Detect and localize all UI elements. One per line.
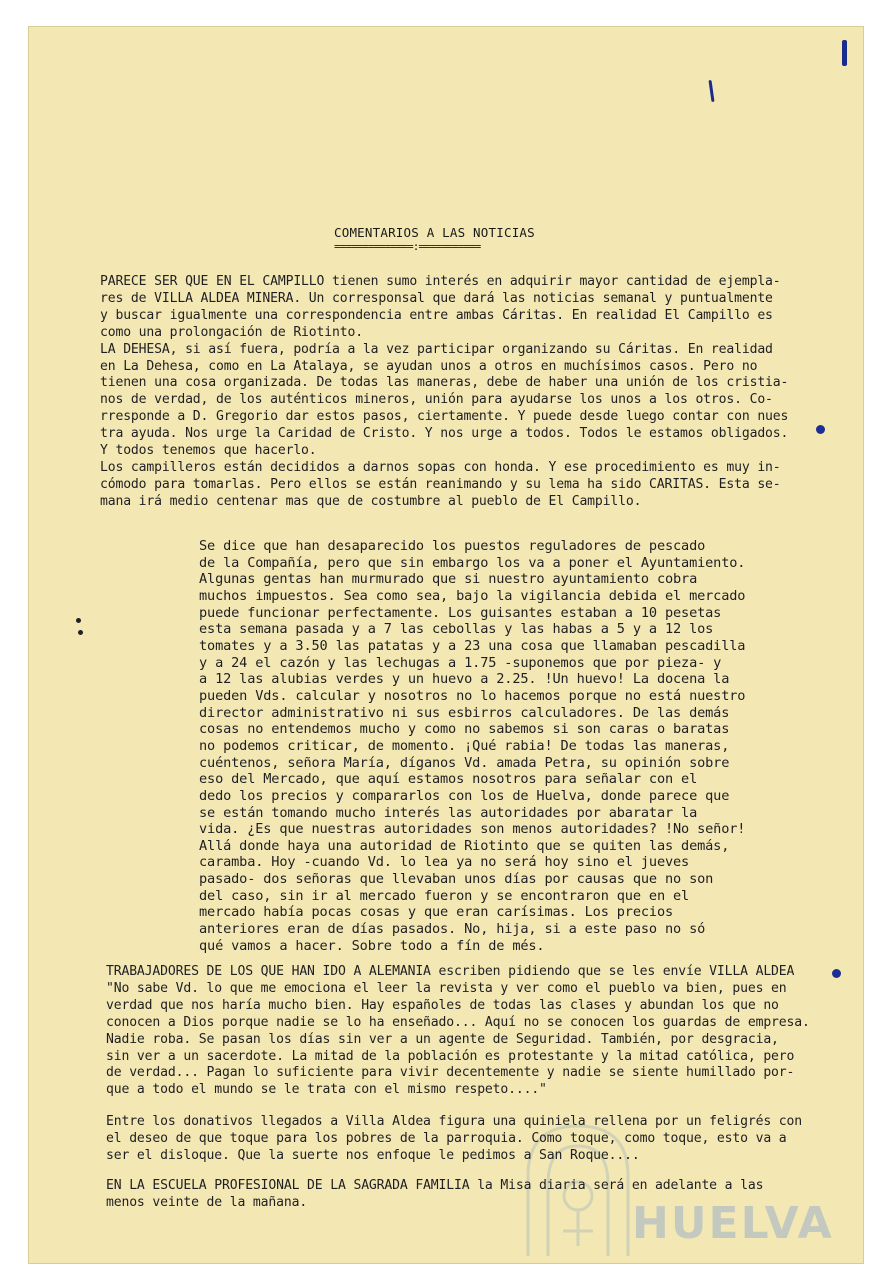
page-title: COMENTARIOS A LAS NOTICIAS xyxy=(334,225,535,240)
paragraph-escuela: EN LA ESCUELA PROFESIONAL DE LA SAGRADA FAMILIA la Misa diaria será en adelante a las menos veinte de la mañana. xyxy=(106,1178,764,1210)
document-page xyxy=(28,26,864,1264)
title-underline: ==============:=========== xyxy=(334,240,481,253)
paragraph-campillo: PARECE SER QUE EN EL CAMPILLO tienen sumo interés en adquirir mayor cantidad de ejempla- res de VILLA ALDEA MINERA. Un corresponsal que dará las noticias semanal y puntualmente y buscar igualmente una correspondencia entre ambas Cáritas. En realidad El Campillo es como una prolongación de Riotinto. LA DEHESA, si así fuera, podría a la vez participar organizando su Cáritas. En realidad en La Dehesa, como en La Atalaya, se ayudan unos a otros en muchísimos casos. Pero no tienen una cosa organizada. De todas las maneras, debe de haber una unión de los cristia- nos de verdad, de los auténticos mineros, unión para ayudarse los unos a los otros. Co- rresponde a D. Gregorio dar estos pasos, ciertamente. Y puede desde luego contar con nues tra ayuda. Nos urge la Caridad de Cristo. Y nos urge a todos. Todos le estamos obligados. Y todos tenemos que hacerlo. Los campilleros están decididos a darnos sopas con honda. Y ese procedimiento es muy in- cómodo para tomarlas. Pero ellos se están reanimando y su lema ha sido CARITAS. Esta se- mana irá medio centenar mas que de costumbre al pueblo de El Campillo. xyxy=(100,274,789,509)
ink-dot xyxy=(816,425,825,434)
ink-mark xyxy=(708,80,714,102)
paragraph-mercado: Se dice que han desaparecido los puestos reguladores de pescado de la Compañía, pero que sin embargo los va a poner el Ayuntamiento. Algunas gentas han murmurado que si nuestro ayuntamiento cobra muchos impuestos. Sea como sea, bajo la vigilancia debida el mercado puede funcionar perfectamente. Los guisantes estaban a 10 pesetas esta semana pasada y a 7 las cebollas y las habas a 5 y a 12 los tomates y a 3.50 las patatas y a 23 una cosa que llamaban pescadilla y a 24 el cazón y las lechugas a 1.75 -suponemos que por pieza- y a 12 las alubias verdes y un huevo a 2.25. !Un huevo! La docena la pueden Vds. calcular y nosotros no lo hacemos porque no está nuestro director administrativo ni sus esbirros calculadores. De las demás cosas no entendemos mucho y como no sabemos si son caras o baratas no podemos criticar, de momento. ¡Qué rabia! De todas las maneras, cuéntenos, señora María, díganos Vd. amada Petra, su opinión sobre eso del Mercado, que aquí estamos nosotros para señalar con el dedo los precios y compararlos con los de Huelva, donde parece que se están tomando mucho interés las autoridades por abaratar la vida. ¿Es que nuestras autoridades son menos autoridades? !No señor! Allá donde haya una autoridad de Riotinto que se quiten las demás, caramba. Hoy -cuando Vd. lo lea ya no será hoy sino el jueves pasado- dos señoras que llevaban unos días por causas que no son del caso, sin ir al mercado fueron y se encontraron que en el mercado había pocas cosas y que eran carísimas. Los precios anteriores eran de días pasados. No, hija, si a este paso no só qué vamos a hacer. Sobre todo a fín de més. xyxy=(199,538,746,954)
paragraph-donativos: Entre los donativos llegados a Villa Aldea figura una quiniela rellena por un feligrés con el deseo de que toque para los pobres de la parroquia. Como toque, como toque, esto va a ser el disloque. Que la suerte nos enfoque le pedimos a San Roque.... xyxy=(106,1114,802,1163)
watermark-text: HUELVA xyxy=(632,1198,834,1249)
paragraph-alemania: TRABAJADORES DE LOS QUE HAN IDO A ALEMANIA escriben pidiendo que se les envíe VILLA ALDEA "No sabe Vd. lo que me emociona el leer la revista y ver como el pueblo va bien, pues en verdad que nos haría mucho bien. Hay españoles de todas las clases y abundan los que no conocen a Dios porque nadie se lo ha enseñado... Aquí no se conocen los guardas de empresa. Nadie roba. Se pasan los días sin ver a un agente de Seguridad. También, por desgracia, sin ver a un sacerdote. La mitad de la población es protestante y la mitad católica, pero de verdad... Pagan lo suficiente para vivir decentemente y nadie se siente humillado por- que a todo el mundo se le trata con el mismo respeto...." xyxy=(106,964,810,1098)
ink-mark xyxy=(842,40,847,66)
ink-dot xyxy=(832,969,841,978)
ink-dot xyxy=(76,618,81,623)
ink-dot xyxy=(78,630,83,635)
